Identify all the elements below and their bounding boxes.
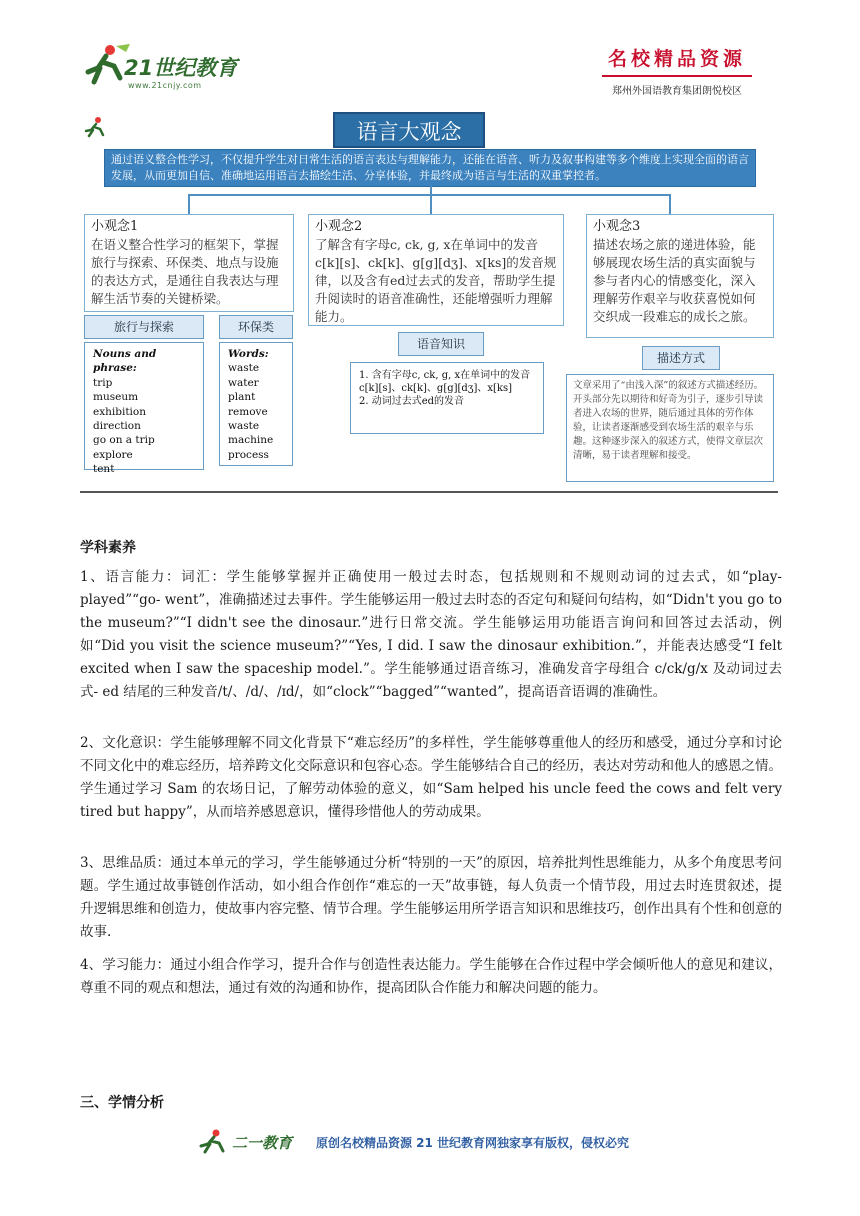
list-item: remove — [228, 405, 268, 418]
sub-concept-2-text: 了解含有字母c, ck, g, x在单词中的发音c[k][s]、ck[k]、g[g][dʒ]、x[ks]的发音规律，以及含有ed过去式的发音，帮助学生提升阅读时的语音准确性，还能增强听力理解能力。 — [315, 237, 557, 324]
list-item: waste — [228, 362, 260, 375]
list-item: plant — [228, 391, 256, 404]
list-item: trip — [93, 376, 113, 389]
list-item: exhibition — [93, 405, 146, 418]
env-word-list — [219, 342, 293, 466]
connector-line — [188, 194, 190, 214]
phonics-point-2: 2. 动词过去式ed的发音 — [359, 396, 465, 407]
big-idea-banner: 通过语义整合性学习，不仅提升学生对日常生活的语言表达与理解能力，还能在语音、听力及叙事构建等多个维度上实现全面的语言发展，从而更加自信、准确地运用语言去描绘生活、分享体验，并最终成为语言与生活的双重掌控者。 — [104, 149, 756, 187]
footer-logo-icon — [196, 1128, 232, 1154]
sub-concept-2 — [308, 214, 564, 326]
sub-concept-3-title: 小观念3 — [593, 219, 641, 234]
tag-environment: 环保类 — [219, 315, 293, 339]
list-item: tent — [93, 463, 115, 476]
paragraph-thinking: 3、思维品质：通过本单元的学习，学生能够通过分析“特别的一天”的原因，培养批判性思维能力，从多个角度思考问题。学生通过故事链创作活动，如小组合作创作“难忘的一天”故事链，每人负责一个情节段，用过去时连贯叙述，提升逻辑思维和创造力，使故事内容完整、情节合理。学生能够运用所学语言知识和思维技巧，创作出具有个性和创意的故事. — [80, 855, 782, 940]
list-item: process — [228, 448, 269, 461]
list-item: explore — [93, 448, 133, 461]
sub-concept-1-text: 在语义整合性学习的框架下，掌握旅行与探索、环保类、地点与设施的表达方式，是通往自我表达与理解生活节奏的关键桥梁。 — [91, 237, 279, 306]
sub-concept-1-title: 小观念1 — [91, 219, 139, 234]
runner-small-icon — [83, 116, 109, 138]
concept-map-title: 语言大观念 — [333, 112, 485, 148]
connector-line — [669, 194, 671, 214]
tag-travel: 旅行与探索 — [84, 315, 204, 339]
sub-concept-3 — [586, 214, 774, 338]
footer-copyright: 原创名校精品资源 21 世纪教育网独家享有版权，侵权必究 — [316, 1136, 630, 1150]
list-item: go on a trip — [93, 434, 155, 447]
env-word-heading: Words: — [228, 348, 269, 360]
brand-subtitle: 郑州外国语教育集团朗悦校区 — [612, 86, 742, 97]
tag-describe: 描述方式 — [642, 346, 720, 370]
tag-phonics: 语音知识 — [398, 332, 484, 356]
list-item: water — [228, 376, 259, 389]
paragraph-culture: 2、文化意识：学生能够理解不同文化背景下“难忘经历”的多样性，学生能够尊重他人的经历和感受，通过分享和讨论不同文化中的难忘经历，培养跨文化交际意识和包容心态。学生能够结合自己的经历，表达对劳动和他人的感恩之情。学生通过学习 Sam 的农场日记，了解劳动体验的意义，如“Sam helped his uncle feed the cows and felt very tired but happy”，从而培养感恩意识，懂得珍惜他人的劳动成果。 — [80, 735, 782, 820]
list-item: machine — [228, 434, 274, 447]
travel-word-list — [84, 342, 204, 476]
list-item: waste — [228, 420, 260, 433]
phonics-point-1: 1. 含有字母c, ck, g, x在单词中的发音c[k][s]、ck[k]、g[g][dʒ]、x[ks] — [359, 370, 531, 394]
list-item: direction — [93, 420, 141, 433]
sub-concept-1 — [84, 214, 294, 312]
logo-url: www.21cnjy.com — [128, 81, 202, 90]
list-item: museum — [93, 391, 139, 404]
describe-method-box: 文章采用了“由浅入深”的叙述方式描述经历。开头部分先以期待和好奇为引子，逐步引导读者进入农场的世界，随后通过具体的劳作体验，让读者逐渐感受到农场生活的艰辛与乐趣。这种逐步深入的叙述方式，使得文章层次清晰，易于读者理解和接受。 — [566, 374, 774, 482]
travel-word-heading: Nouns and phrase: — [93, 348, 157, 375]
sub-concept-2-title: 小观念2 — [315, 219, 363, 234]
brand-title: 名校精品资源 — [607, 48, 746, 70]
section-title: 学科素养 — [80, 540, 136, 556]
paragraph-learning: 4、学习能力：通过小组合作学习，提升合作与创造性表达能力。学生能够在合作过程中学会倾听他人的意见和建议，尊重不同的观点和想法，通过有效的沟通和协作，提高团队合作能力和解决问题的能力。 — [80, 957, 782, 996]
next-section-heading: 三、学情分析 — [80, 1095, 164, 1111]
logo-text: 21世纪教育 — [124, 56, 238, 80]
paragraph-language: 1、语言能力：词汇：学生能够掌握并正确使用一般过去时态，包括规则和不规则动词的过去式，如“play- played”“go- went”，准确描述过去事件。学生能够运用一般过去时态的否定句和疑问句结构，如“Didn't you go to the museum?”“I didn't see the dinosaur.”进行日常交流。学生能够运用功能语言询问和回答过去活动，例如“Did you visit the science museum?”“Yes, I did. I saw the dinosaur exhibition.”，并能表达感受“I felt excited when I saw the spaceship model.”。学生能够通过语音练习，准确发音字母组合 c/ck/g/x 及动词过去式- ed 结尾的三种发音/t/、/d/、/ɪd/，如“clock”“bagged”“wanted”，提高语音语调的准确性。 — [80, 569, 782, 700]
connector-line — [188, 194, 670, 196]
phonics-points-box — [350, 362, 544, 434]
brand-divider — [602, 75, 752, 77]
sub-concept-3-text: 描述农场之旅的递进体验，能够展现农场生活的真实面貌与参与者内心的情感变化，深入理解劳作艰辛与收获喜悦如何交织成一段难忘的成长之旅。 — [593, 237, 756, 324]
footer-logo-text: 二一教育 — [232, 1134, 293, 1152]
connector-line — [430, 186, 432, 214]
